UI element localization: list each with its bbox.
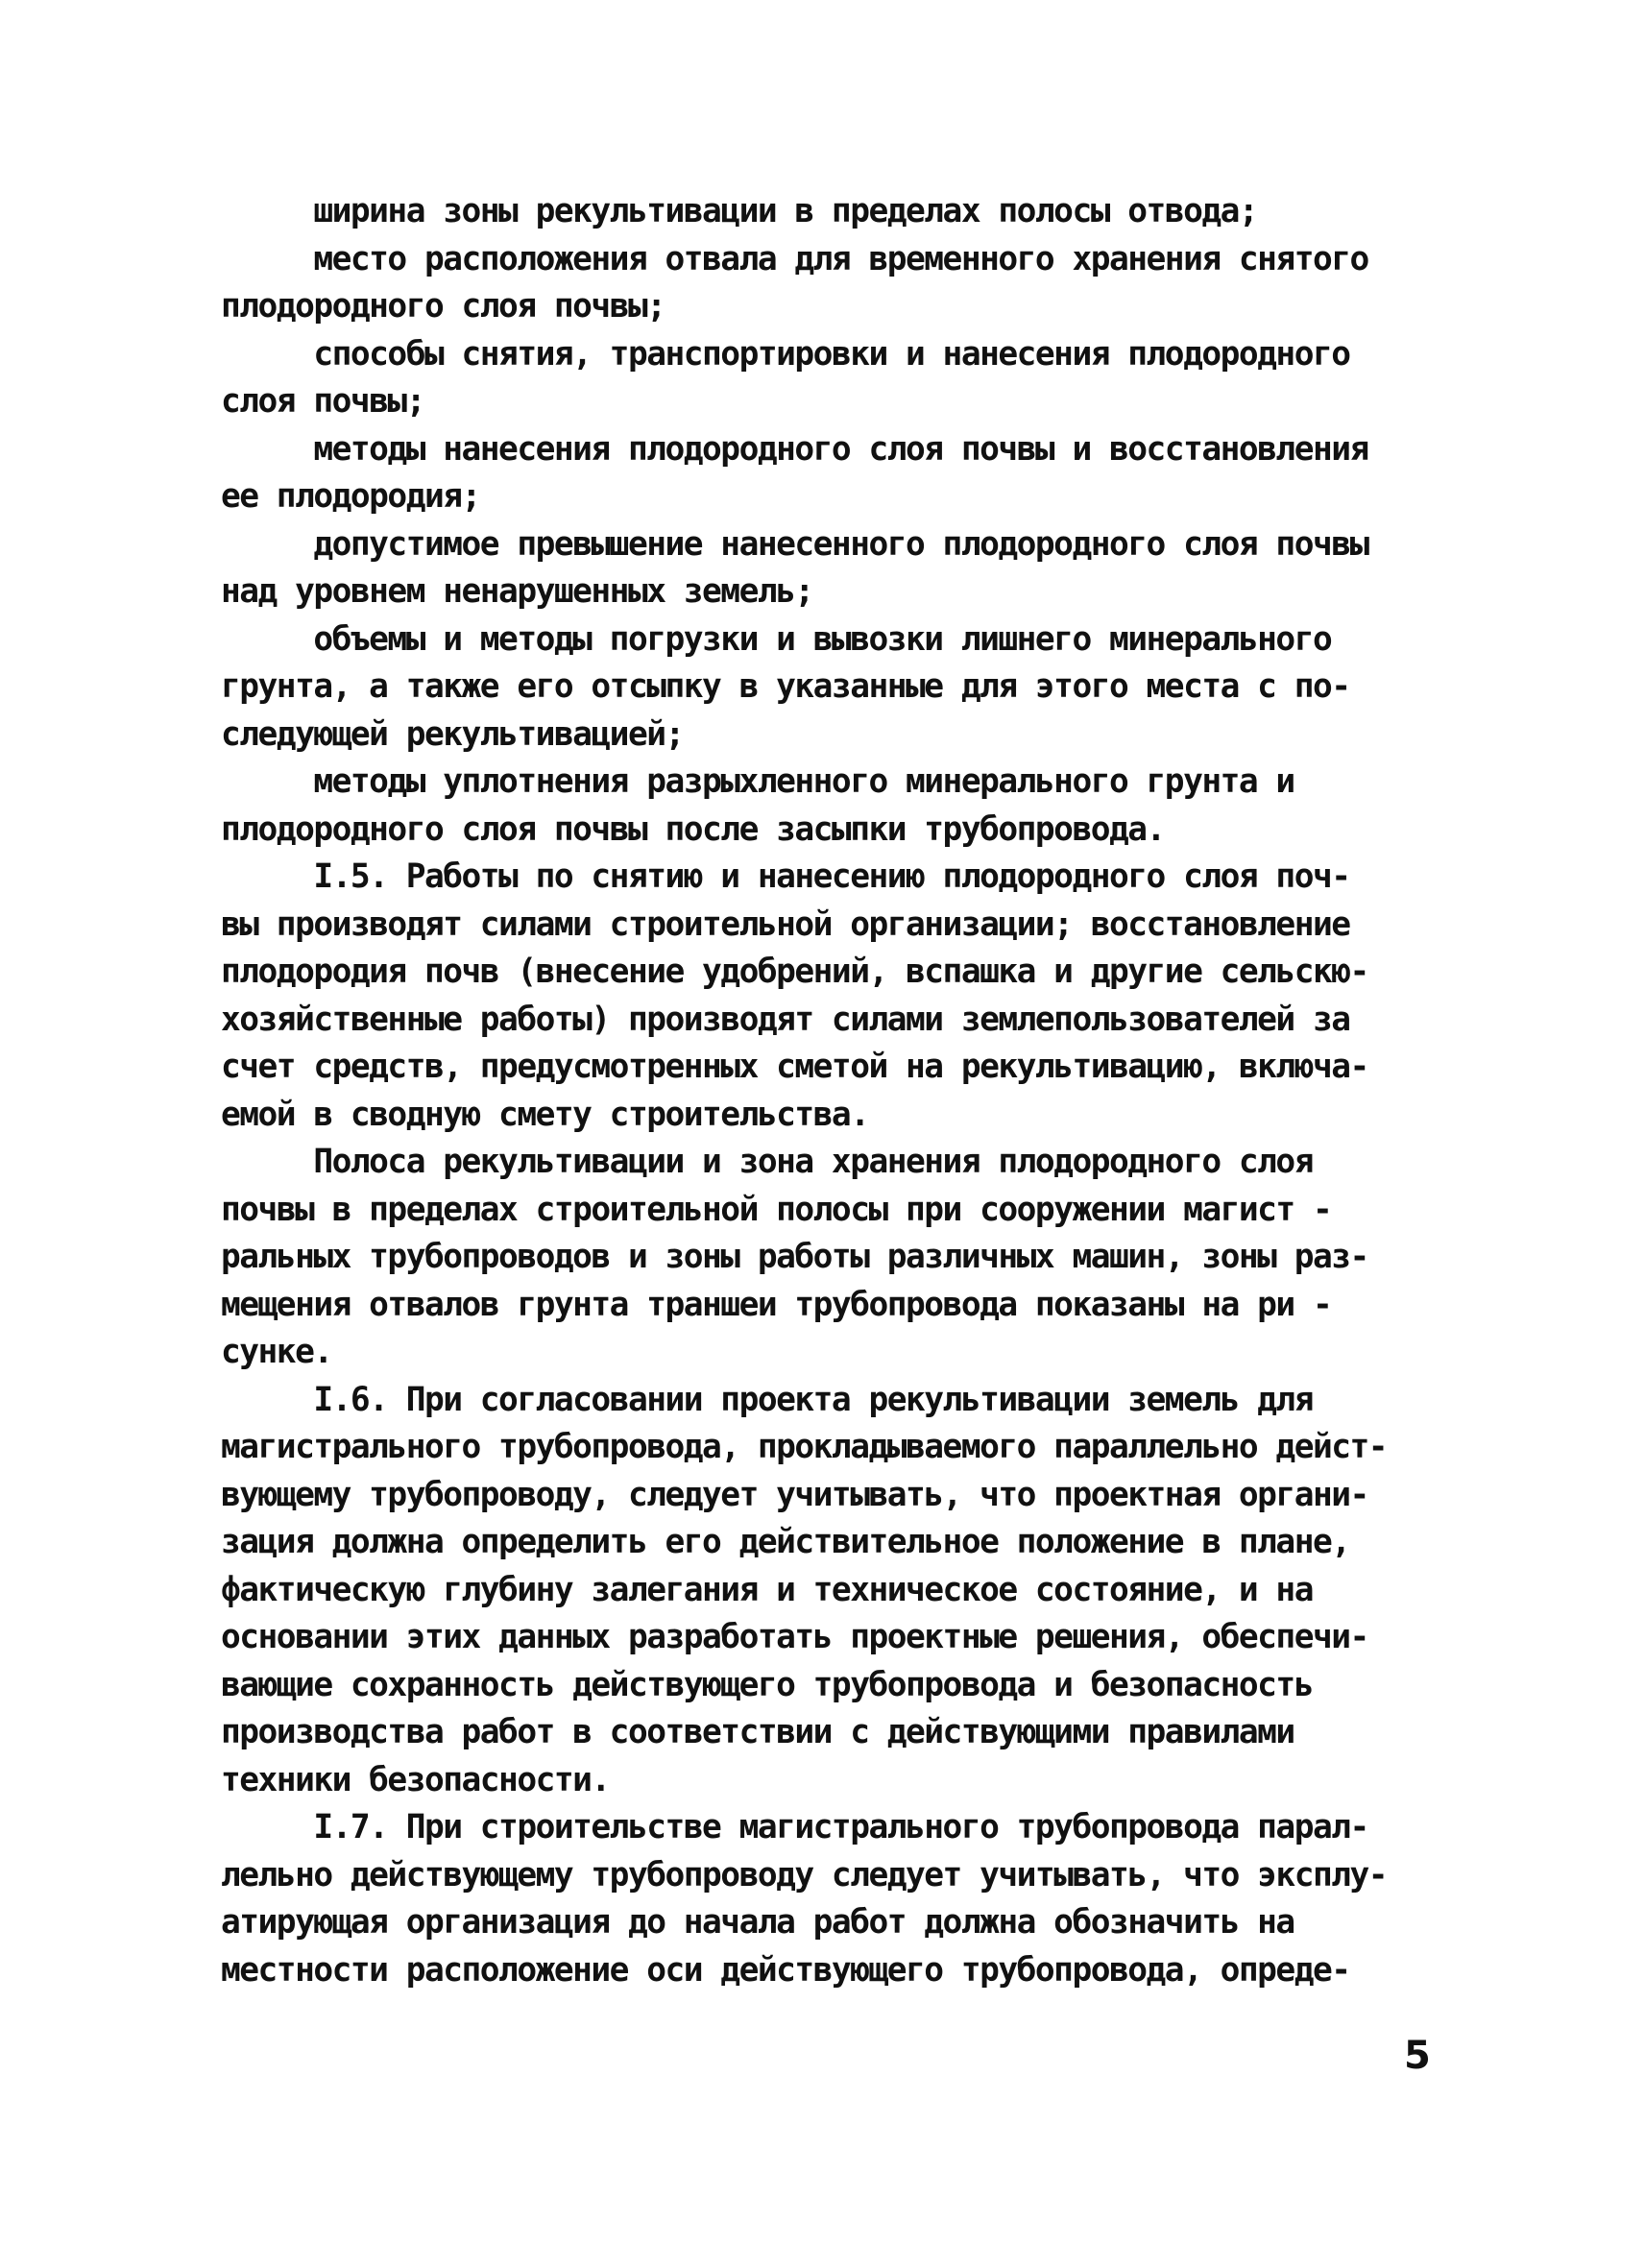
text-line: вующему трубопроводу, следует учитывать, что проектная органи-	[221, 1475, 1368, 1514]
text-line: I.6. При согласовании проекта рекультивации земель для	[221, 1380, 1313, 1419]
text-line: плодородного слоя почвы;	[221, 287, 665, 326]
text-line: местности расположение оси действующего трубопровода, опреде-	[221, 1950, 1350, 1990]
text-line: методы уплотнения разрыхленного минерального грунта и	[221, 762, 1294, 801]
text-line: техники безопасности.	[221, 1760, 610, 1799]
text-line: основании этих данных разработать проектные решения, обеспечи-	[221, 1618, 1368, 1656]
text-line: допустимое превышение нанесенного плодородного слоя почвы	[221, 524, 1368, 564]
text-line: плодородного слоя почвы после засыпки трубопровода.	[221, 809, 1165, 849]
text-line: над уровнем ненарушенных земель;	[221, 572, 813, 611]
text-line: объемы и методы погрузки и вывозки лишнего минерального	[221, 619, 1332, 659]
text-line: мещения отвалов грунта траншеи трубопровода показаны на ри -	[221, 1285, 1332, 1324]
text-line: лельно действующему трубопроводу следует учитывать, что эксплу-	[221, 1855, 1388, 1894]
text-line: производства работ в соответствии с действующими правилами	[221, 1713, 1294, 1751]
text-line: I.5. Работы по снятию и нанесению плодородного слоя поч-	[221, 857, 1350, 896]
text-line: магистрального трубопровода, прокладываемого параллельно дейст-	[221, 1428, 1388, 1466]
text-line: емой в сводную смету строительства.	[221, 1095, 869, 1134]
text-line: счет средств, предусмотренных сметой на рекультивацию, включа-	[221, 1048, 1368, 1086]
text-line: следующей рекультивацией;	[221, 714, 684, 754]
text-line: слоя почвы;	[221, 382, 424, 421]
text-line: вающие сохранность действующего трубопровода и безопасность	[221, 1665, 1313, 1704]
text-line: ее плодородия;	[221, 477, 480, 516]
text-line: хозяйственные работы) производят силами землепользователей за	[221, 1000, 1350, 1039]
text-line: плодородия почв (внесение удобрений, вспашка и другие сельскю-	[221, 953, 1368, 991]
text-line: Полоса рекультивации и зона хранения плодородного слоя	[221, 1143, 1313, 1181]
text-line: способы снятия, транспортировки и нанесения плодородного	[221, 334, 1350, 374]
text-line: зация должна определить его действительное положение в плане,	[221, 1523, 1350, 1561]
text-line: ральных трубопроводов и зоны работы различных машин, зоны раз-	[221, 1238, 1368, 1276]
text-line: вы производят силами строительной организации; восстановление	[221, 905, 1350, 944]
text-line: атирующая организация до начала работ должна обозначить на	[221, 1903, 1294, 1942]
text-line: грунта, а также его отсыпку в указанные для этого места с по-	[221, 667, 1350, 706]
page-number: 5	[1404, 2034, 1431, 2078]
text-line: ширина зоны рекультивации в пределах полосы отвода;	[221, 192, 1258, 230]
text-line: почвы в пределах строительной полосы при сооружении магист -	[221, 1190, 1332, 1229]
text-line: место расположения отвала для временного хранения снятого	[221, 239, 1368, 278]
text-line: сунке.	[221, 1333, 332, 1371]
text-line: I.7. При строительстве магистрального трубопровода парал-	[221, 1808, 1368, 1846]
body-text	[221, 188, 1450, 1994]
text-line: фактическую глубину залегания и техническое состояние, и на	[221, 1570, 1313, 1609]
text-line: методы нанесения плодородного слоя почвы и восстановления	[221, 429, 1368, 469]
